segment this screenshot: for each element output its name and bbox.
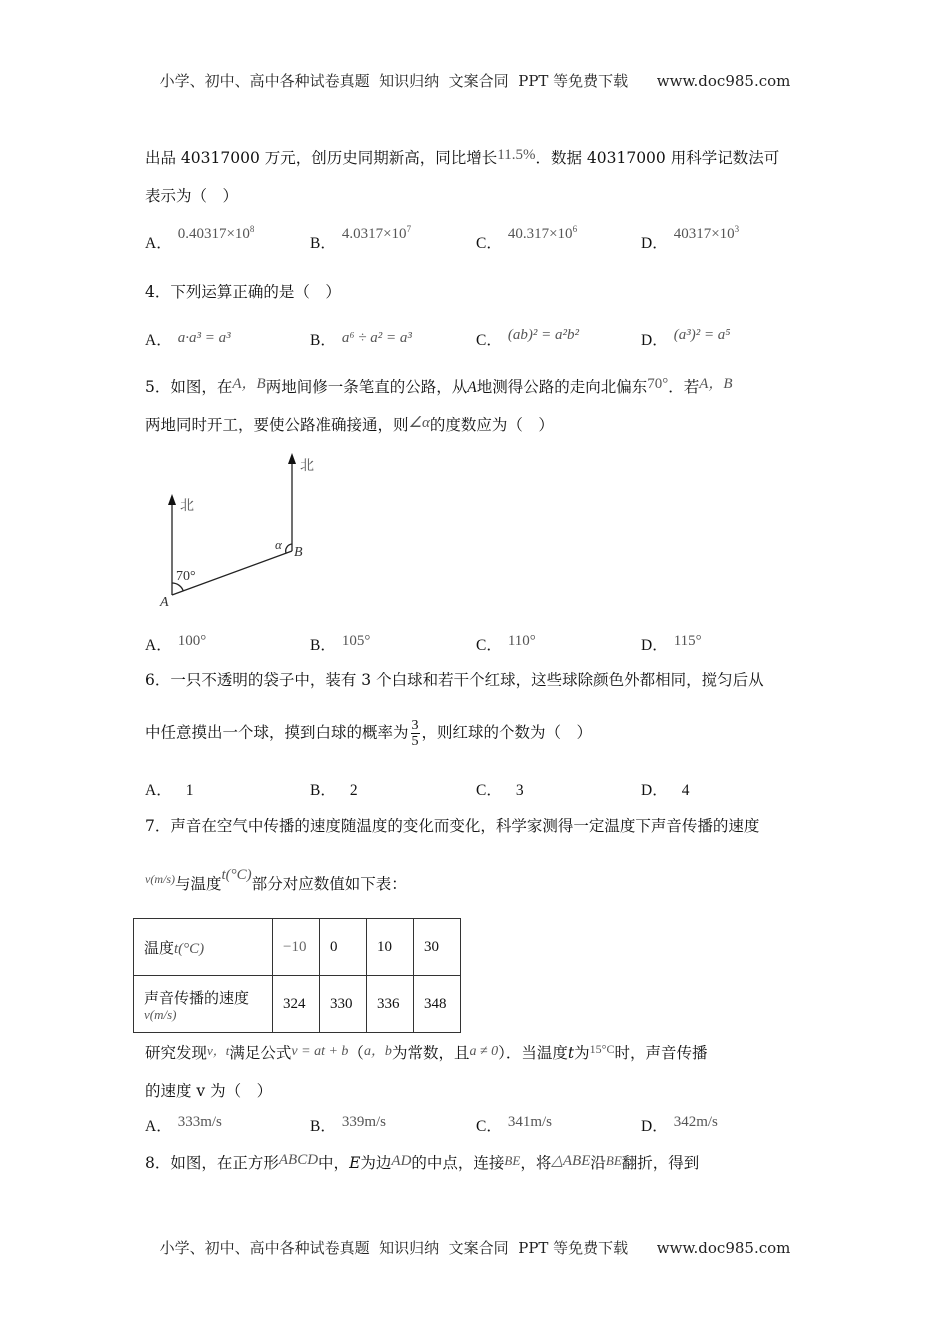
option-label: D． <box>641 332 668 349</box>
q5-text: 两地同时开工，要使公路准确接通，则 <box>145 416 409 434</box>
q3-line2: 表示为（ ） <box>145 187 239 205</box>
q3-option-b[interactable] <box>310 224 412 253</box>
q5-option-b[interactable] <box>310 633 370 655</box>
angle-70-label: 70° <box>176 569 196 584</box>
q8-text: ，将 <box>520 1154 552 1172</box>
q8-math: ABCD <box>278 1152 319 1168</box>
q7-option-d[interactable] <box>641 1114 718 1136</box>
table-cell: 324 <box>273 976 320 1033</box>
q8-text: 的中点，连接 <box>411 1154 505 1172</box>
q6-option-d[interactable] <box>641 778 689 800</box>
q7-text: 研究发现 <box>145 1044 208 1062</box>
table-cell: 10 <box>367 919 414 976</box>
option-value: 115° <box>673 633 702 649</box>
q5-math: A，B <box>699 376 733 392</box>
table-cell: 0 <box>320 919 367 976</box>
q7-option-c[interactable] <box>476 1114 552 1136</box>
q8-math: BE <box>504 1153 521 1168</box>
option-value: 110° <box>507 633 536 649</box>
q7-text: 与温度 <box>175 875 222 893</box>
q6-text: ，则红球的个数为（ ） <box>421 723 593 742</box>
option-label: C． <box>476 782 502 799</box>
q8-text: 中， <box>318 1154 350 1172</box>
option-value: 339m/s <box>341 1114 387 1130</box>
table-cell: −10 <box>273 919 320 976</box>
q5-text: 地测得公路的走向北偏东 <box>476 378 648 396</box>
option-label: D． <box>641 782 668 799</box>
table-cell: 30 <box>414 919 461 976</box>
alpha-label: α <box>275 537 282 552</box>
q6-line1: 6．一只不透明的袋子中，装有 3 个白球和若干个红球，这些球除颜色外都相同，搅匀后从 <box>145 671 764 689</box>
q7-math: a，b <box>363 1044 392 1059</box>
q8-text: 翻折，得到 <box>621 1154 700 1172</box>
option-value: 100° <box>177 633 207 649</box>
q3-option-a[interactable] <box>145 224 255 253</box>
option-label: A． <box>145 1118 172 1135</box>
option-value: $4.0317\times 10^7$ <box>341 224 412 242</box>
option-value: 105° <box>341 633 371 649</box>
q7-text: 部分对应数值如下表： <box>251 875 407 893</box>
q7-line3 <box>145 1041 707 1063</box>
q7-math: a ≠ 0 <box>469 1044 499 1059</box>
q4-option-a[interactable] <box>145 328 231 350</box>
header-site-link[interactable]: www.doc985.com <box>656 72 791 90</box>
option-value: (ab)² = a²b² <box>507 327 579 343</box>
q6-text: 中任意摸出一个球，摸到白球的概率为 <box>145 723 409 742</box>
q7-option-a[interactable] <box>145 1114 222 1136</box>
option-label: D． <box>641 1118 668 1135</box>
q6-line2 <box>145 718 592 749</box>
point-b-label: B <box>294 545 303 560</box>
fraction-3-5: $\frac{3}{5}$ <box>411 718 419 749</box>
speed-temperature-table <box>133 918 461 1033</box>
q5-option-d[interactable] <box>641 633 702 655</box>
option-label: A． <box>145 332 172 349</box>
table-header-cell: 声音传播的速度 v(m/s) <box>134 976 273 1033</box>
table-header-cell: 温度t(°C) <box>134 919 273 976</box>
q5-line2 <box>145 413 554 435</box>
q5-math: ∠α <box>408 415 430 431</box>
q5-text: 两地间修一条笔直的公路，从 <box>265 378 468 396</box>
header-text: 小学、初中、高中各种试卷真题 知识归纳 文案合同 PPT 等免费下载 <box>159 72 629 90</box>
q6-option-a[interactable] <box>145 778 193 800</box>
q8-math: AD <box>391 1153 412 1169</box>
q5-text: 5．如图，在 <box>145 378 233 396</box>
option-value: 1 <box>185 782 194 799</box>
option-value: 2 <box>349 782 358 799</box>
q7-text: 时，声音传播 <box>614 1044 708 1062</box>
q5-text: 的度数应为（ ） <box>429 416 554 434</box>
table-cell: 336 <box>367 976 414 1033</box>
option-value: $40.317\times 10^6$ <box>507 224 578 242</box>
q7-text: （ <box>348 1044 364 1062</box>
table-row <box>134 919 461 976</box>
option-label: B． <box>310 782 336 799</box>
option-label: C． <box>476 637 502 654</box>
q6-option-b[interactable] <box>310 778 358 800</box>
q7-text: 满足公式 <box>229 1044 292 1062</box>
q7-math: v(m/s) <box>145 872 175 886</box>
q7-line1: 7．声音在空气中传播的速度随温度的变化而变化，科学家测得一定温度下声音传播的速度 <box>145 817 760 835</box>
north-label: 北 <box>300 458 314 474</box>
q7-text: ）．当温度 <box>498 1044 568 1062</box>
q8-math: △ABE <box>551 1153 591 1169</box>
q3-text: ．数据 40317000 用科学记数法可 <box>535 149 780 167</box>
q5-option-c[interactable] <box>476 633 536 655</box>
option-label: C． <box>476 1118 502 1135</box>
option-value: 3 <box>515 782 524 799</box>
q7-line4: 的速度 v 为（ ） <box>145 1082 273 1100</box>
option-label: D． <box>641 637 668 654</box>
page-footer <box>0 1237 950 1258</box>
option-value: a⁶ ÷ a² = a³ <box>341 330 412 346</box>
q7-math: t(°C) <box>221 867 252 883</box>
option-label: A． <box>145 235 172 252</box>
q8-text: 为边 <box>360 1154 392 1172</box>
option-value: a·a³ = a³ <box>177 330 231 346</box>
option-value: $0.40317\times 10^8$ <box>177 224 255 242</box>
q4-option-d[interactable] <box>641 328 731 350</box>
q5-text: ．若 <box>668 378 700 396</box>
q8-math: E <box>349 1154 361 1172</box>
q5-math: A，B <box>232 376 266 392</box>
q5-option-a[interactable] <box>145 633 206 655</box>
q7-line2 <box>145 867 407 894</box>
q5-math: A <box>467 379 477 396</box>
q7-math: v，t <box>207 1043 230 1058</box>
q5-line1 <box>145 375 733 397</box>
q4-option-b[interactable] <box>310 328 412 350</box>
q3-line1 <box>145 146 779 168</box>
q7-text: 为常数，且 <box>391 1044 470 1062</box>
table-row <box>134 976 461 1033</box>
footer-text: 小学、初中、高中各种试卷真题 知识归纳 文案合同 PPT 等免费下载 <box>159 1239 629 1257</box>
q3-percent: 11.5% <box>497 147 536 163</box>
q3-option-c[interactable] <box>476 224 578 253</box>
option-label: B． <box>310 1118 336 1135</box>
option-label: C． <box>476 235 502 252</box>
footer-site-link[interactable]: www.doc985.com <box>656 1239 791 1257</box>
q7-math: v = at + b <box>291 1044 349 1059</box>
q8-text: 8．如图，在正方形 <box>145 1154 279 1172</box>
table-cell: 330 <box>320 976 367 1033</box>
option-value: 341m/s <box>507 1114 553 1130</box>
q7-option-b[interactable] <box>310 1114 386 1136</box>
option-label: A． <box>145 782 172 799</box>
option-value: $40317\times 10^3$ <box>673 224 740 242</box>
page-header <box>0 70 950 91</box>
option-value: 4 <box>681 782 690 799</box>
option-label: A． <box>145 637 172 654</box>
q4-option-c[interactable] <box>476 328 579 350</box>
q5-math: 70° <box>647 376 669 392</box>
option-label: C． <box>476 332 502 349</box>
q8-text: 沿 <box>590 1154 606 1172</box>
q3-option-d[interactable] <box>641 224 740 253</box>
north-arrow-icon <box>288 453 296 464</box>
q6-option-c[interactable] <box>476 778 524 800</box>
option-label: B． <box>310 637 336 654</box>
q7-math: t <box>567 1044 575 1062</box>
north-arrow-icon <box>168 494 176 505</box>
q4-stem: 4．下列运算正确的是（ ） <box>145 283 341 301</box>
q3-text: 出品 40317000 万元，创历史同期新高，同比增长 <box>145 149 498 167</box>
option-label: B． <box>310 235 336 252</box>
north-label: 北 <box>180 498 194 514</box>
q8-math: BE <box>605 1153 622 1168</box>
option-value: 342m/s <box>673 1114 718 1130</box>
point-a-label: A <box>160 595 169 610</box>
q8-line1 <box>145 1151 699 1173</box>
q5-figure <box>140 450 340 620</box>
option-label: D． <box>641 235 668 252</box>
option-value: 333m/s <box>177 1114 222 1130</box>
q7-math: 15°C <box>589 1042 615 1056</box>
q7-text: 为 <box>574 1044 590 1062</box>
option-label: B． <box>310 332 336 349</box>
table-cell: 348 <box>414 976 461 1033</box>
option-value: (a³)² = a⁵ <box>673 327 731 343</box>
